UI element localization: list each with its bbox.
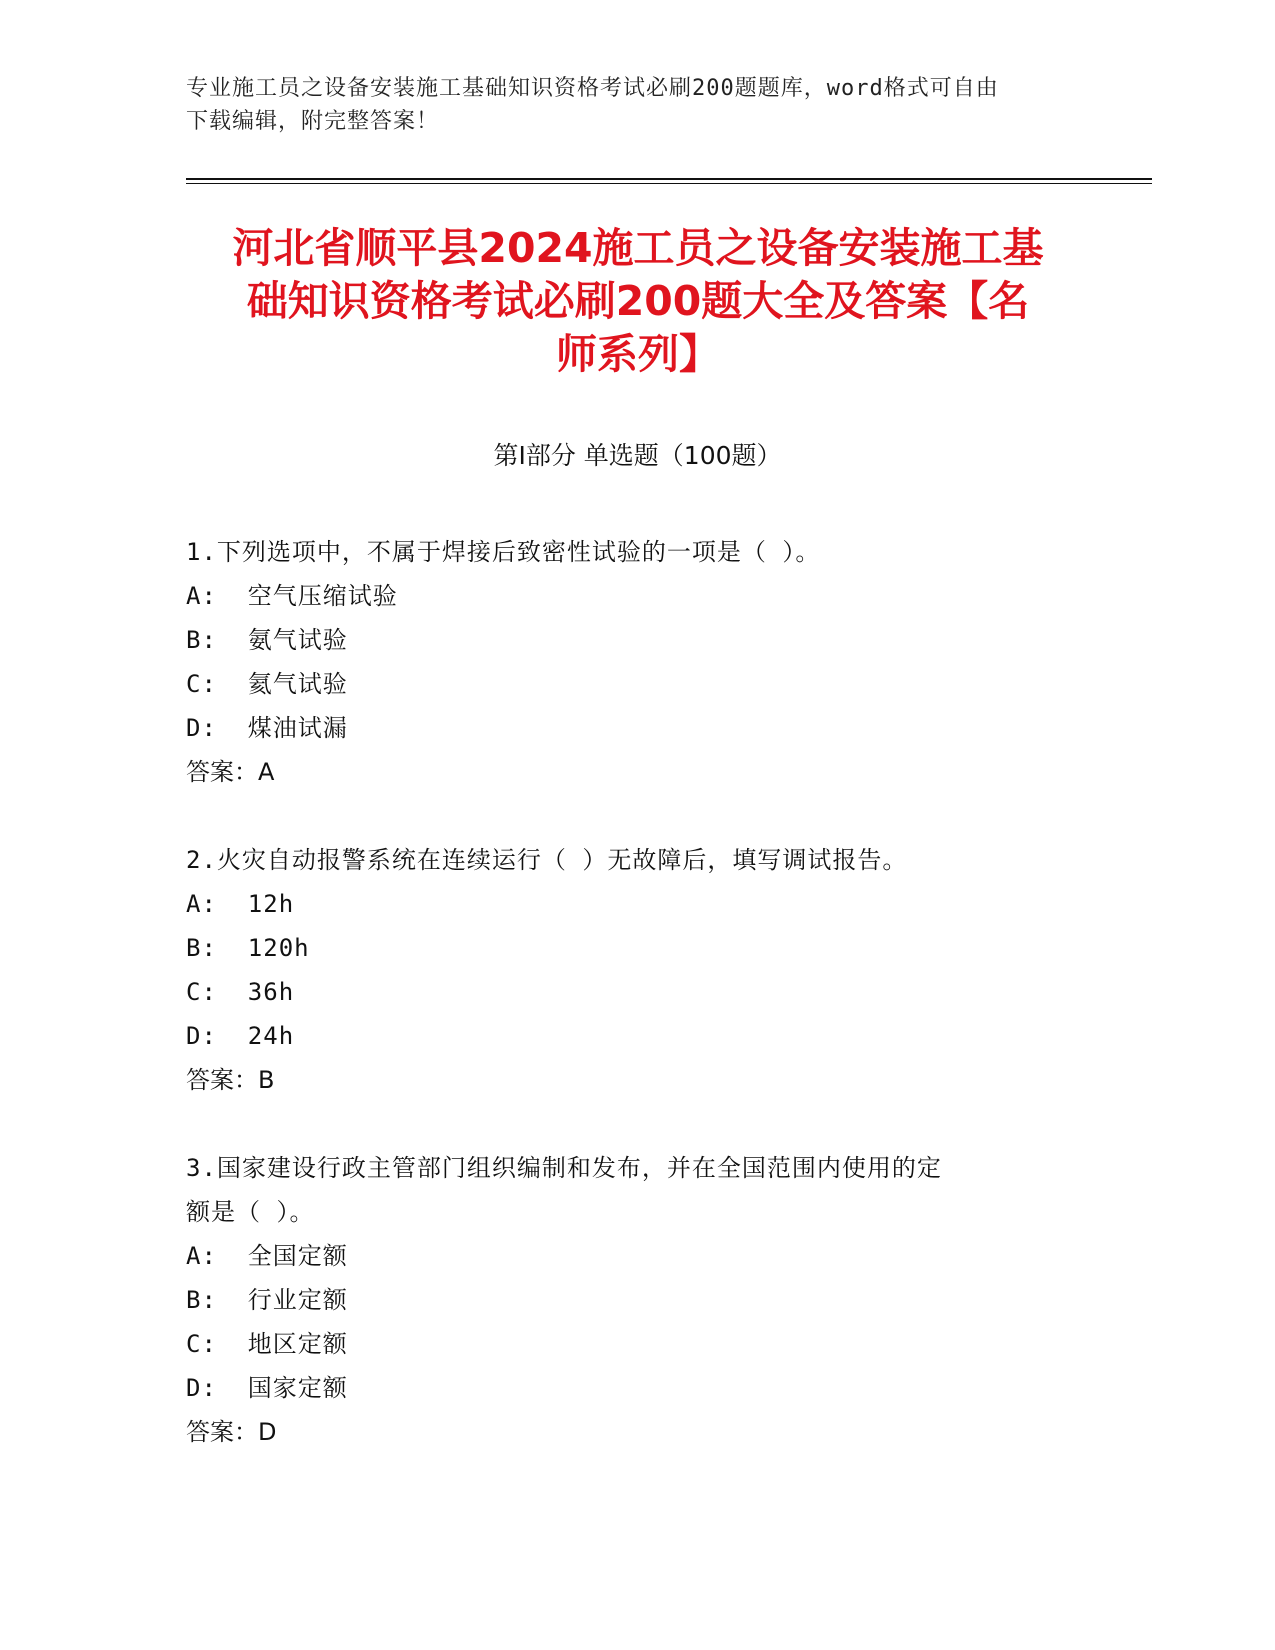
option-d: D: 国家定额 <box>186 1374 348 1402</box>
option-b: B: 行业定额 <box>186 1286 348 1314</box>
header-note <box>186 72 1066 138</box>
answer: 答案：B <box>186 1066 275 1094</box>
option-d: D: 24h <box>186 1022 295 1050</box>
header-note-line-1: 专业施工员之设备安装施工基础知识资格考试必刷200题题库，word格式可自由 <box>186 76 999 101</box>
document-title-line-2: 础知识资格考试必刷200题大全及答案【名 <box>246 277 1030 325</box>
option-a: A: 空气压缩试验 <box>186 582 398 610</box>
option-c: C: 氦气试验 <box>186 670 348 698</box>
document-title-line-1: 河北省顺平县2024施工员之设备安装施工基 <box>232 224 1044 272</box>
question-list <box>186 530 1066 1498</box>
question-stem: 3.国家建设行政主管部门组织编制和发布，并在全国范围内使用的定 <box>186 1154 942 1182</box>
option-a: A: 12h <box>186 890 295 918</box>
question-stem: 2.火灾自动报警系统在连续运行（ ）无故障后，填写调试报告。 <box>186 846 908 874</box>
option-b: B: 氨气试验 <box>186 626 348 654</box>
question-1 <box>186 530 1066 794</box>
option-d: D: 煤油试漏 <box>186 714 348 742</box>
option-a: A: 全国定额 <box>186 1242 348 1270</box>
document-title <box>180 222 1096 381</box>
question-3 <box>186 1146 1066 1454</box>
option-c: C: 36h <box>186 978 295 1006</box>
document-title-line-3: 师系列】 <box>556 330 720 378</box>
header-divider-thick <box>186 178 1152 180</box>
answer: 答案：D <box>186 1418 277 1446</box>
option-b: B: 120h <box>186 934 310 962</box>
question-2 <box>186 838 1066 1102</box>
header-note-line-2: 下载编辑，附完整答案！ <box>186 109 440 134</box>
answer: 答案：A <box>186 758 275 786</box>
option-c: C: 地区定额 <box>186 1330 348 1358</box>
question-stem: 1.下列选项中，不属于焊接后致密性试验的一项是（ ）。 <box>186 538 821 566</box>
section-title: 第Ⅰ部分 单选题（100题） <box>493 441 782 470</box>
header-divider-thin <box>186 183 1152 184</box>
question-stem-continued: 额是（ ）。 <box>186 1198 315 1226</box>
